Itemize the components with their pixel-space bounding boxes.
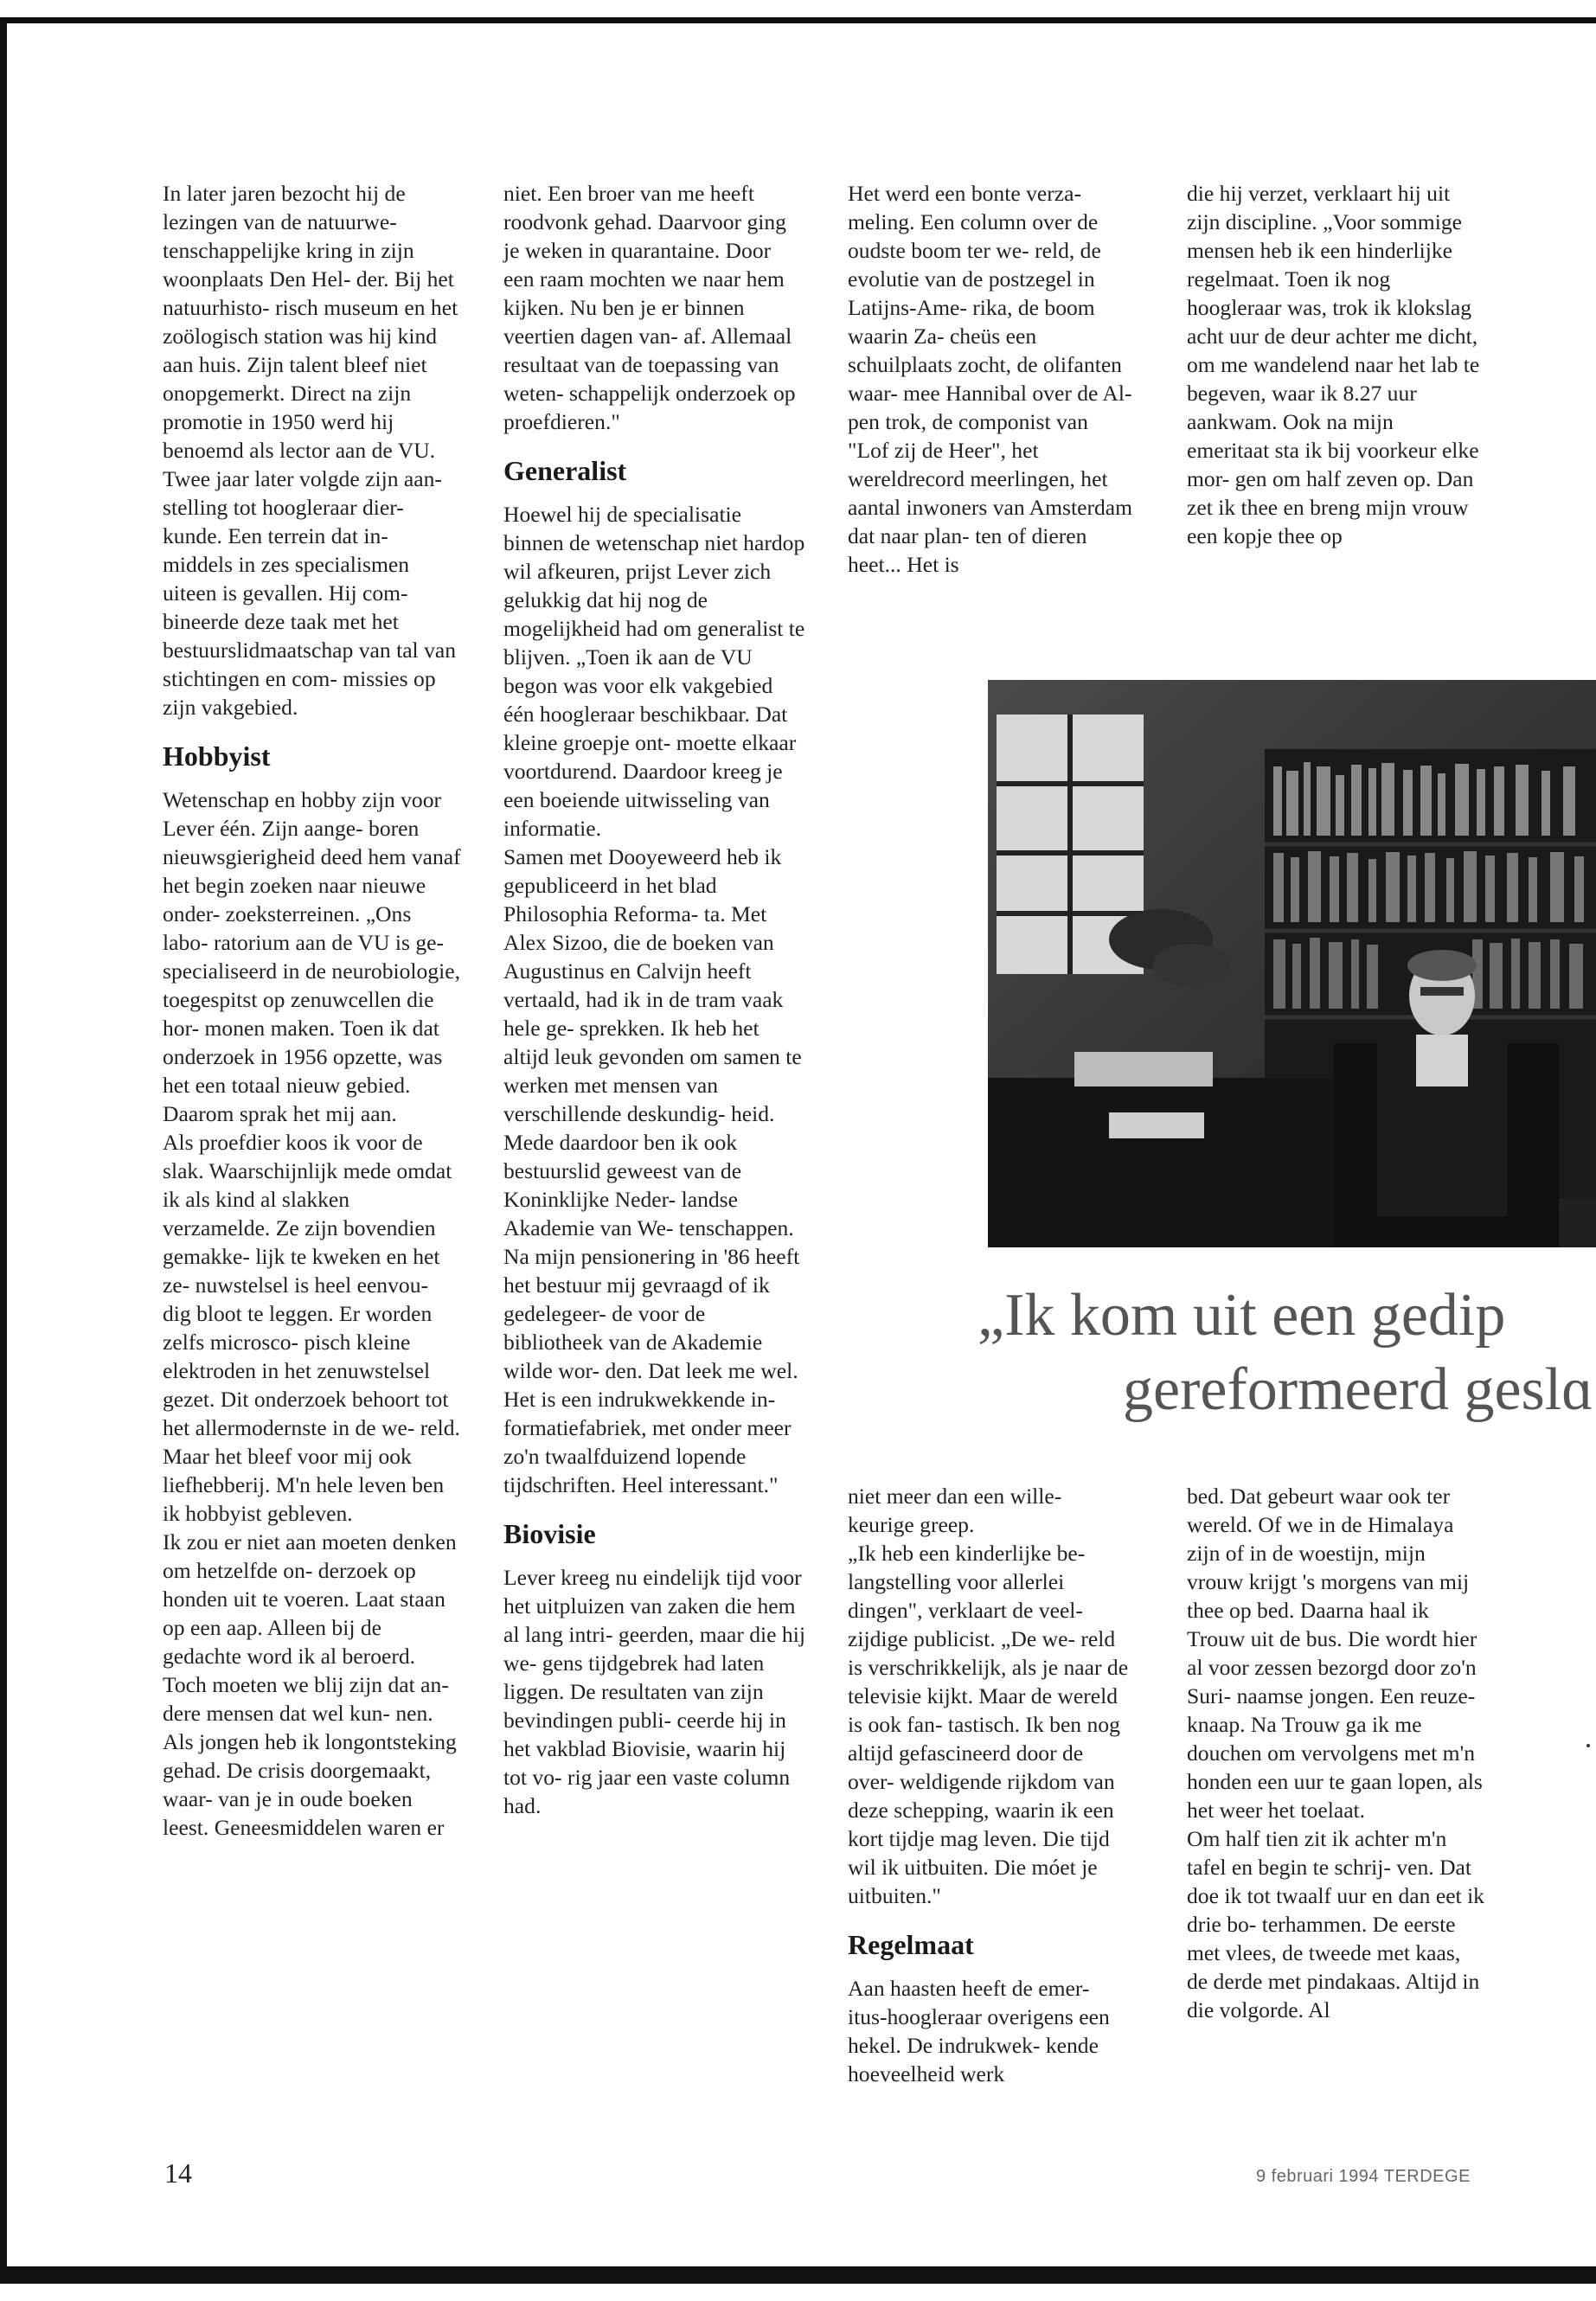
column-1-paragraph-1: In later jaren bezocht hij de lezingen van de natuurwe- tenschappelijke kring in zijn woonplaats Den Hel- der. Bij het natuurhisto- risch museum en het zoölogisch station was hij kind aan huis. Zijn talent bleef niet onopgemerkt. Direct na zijn promotie in 1950 werd hij benoemd als lector aan de VU. Twee jaar later volgde zijn aan- stelling tot hoogleraar dier- kunde. Een terrein dat in- middels in zes specialismen uiteen is gevallen. Hij com- bineerde deze taak met het bestuurslidmaatschap van tal van stichtingen en com- missies op zijn vakgebied. — [163, 181, 458, 720]
column-1-paragraph-3: Als proefdier koos ik voor de slak. Waarschijnlijk mede omdat ik als kind al slakken verzamelde. Ze zijn bovendien gemakke- lijk te kweken en het ze- nuwstelsel is heel eenvou- dig bloot te leggen. Er worden zelfs microsco- pisch kleine elektroden in het zenuwstelsel gezet. Dit onderzoek behoort tot het allermodernste in de we- reld. Maar het bleef voor mij ook liefhebberij. M'n hele leven ben ik hobbyist gebleven. — [163, 1130, 460, 1526]
column-4-top-paragraph: die hij verzet, verklaart hij uit zijn discipline. „Voor sommige mensen heb ik een hinderlijke regelmaat. Toen ik nog hoogleraar was, trok ik klokslag acht uur de deur achter me dicht, om me wandelend naar het lab te begeven, waar ik 8.27 uur aankwam. Ook na mijn emeritaat sta ik bij voorkeur elke mor- gen om half zeven op. Dan zet ik thee en breng mijn vrouw een kopje thee op — [1187, 181, 1480, 548]
column-4-top — [1187, 179, 1481, 550]
column-2 — [503, 179, 806, 1820]
column-4-bottom — [1187, 1482, 1485, 2024]
column-3-top-paragraph: Het werd een bonte verza- meling. Een column over de oudste boom ter we- reld, de evolutie van de postzegel in Latijns-Ame- rika, de boom waarin Za- cheüs een schuilplaats zocht, de olifanten waar- mee Hannibal over de Al- pen trok, de componist van "Lof zij de Heer", het wereldrecord meerlingen, het aantal inwoners van Amsterdam dat naar plan- ten of dieren heet... Het is — [848, 181, 1133, 577]
page-number: 14 — [164, 2157, 192, 2189]
pull-quote-line-1: „Ik kom uit een gedip — [977, 1282, 1506, 1349]
heading-generalist: Generalist — [503, 455, 627, 486]
scan-border-top — [0, 17, 1596, 23]
column-2-paragraph-3: Samen met Dooyeweerd heb ik gepubliceerd in het blad Philosophia Reforma- ta. Met Alex Sizoo, die de boeken van Augustinus en Calvijn heeft vertaald, had ik in de tram vaak hele ge- sprekken. Ik heb het altijd leuk gevonden om samen te werken met mensen van verschillende deskundig- heid. Mede daardoor ben ik ook bestuurslid geweest van de Koninklijke Neder- landse Akademie van We- tenschappen. — [503, 844, 802, 1240]
column-2-paragraph-4: Na mijn pensionering in '86 heeft het bestuur mij gevraagd of ik gedelegeer- de voor de bibliotheek van de Akademie wilde wor- den. Dat leek me wel. Het is een indrukwekkende in- formatiefabriek, met onder meer zo'n twaalfduizend lopende tijdschriften. Heel interessant." — [503, 1244, 800, 1497]
scan-border-bottom — [0, 2266, 1596, 2284]
pull-quote — [977, 1279, 1596, 1427]
column-3-bottom — [848, 1482, 1133, 2088]
column-2-paragraph-2: Hoewel hij de specialisatie binnen de wetenschap niet hardop wil afkeuren, prijst Lever zich gelukkig dat hij nog de mogelijkheid had om generalist te blijven. „Toen ik aan de VU begon was voor elk vakgebied één hoogleraar beschikbaar. Dat kleine groepje ont- moette elkaar voortdurend. Daardoor kreeg je een boeiende uitwisseling van informatie. — [503, 502, 805, 841]
column-1-paragraph-4: Ik zou er niet aan moeten denken om hetzelfde on- derzoek op honden uit te voeren. Laat staan op een aap. Alleen bij de gedachte word ik al beroerd. Toch moeten we blij zijn dat an- dere mensen dat wel kun- nen. Als jongen heb ik longontsteking gehad. De crisis doorgemaakt, waar- van je in oude boeken leest. Geneesmiddelen waren er — [163, 1529, 457, 1840]
study-room-image — [988, 680, 1596, 1247]
column-3-bottom-paragraph-2: „Ik heb een kinderlijke be- langstelling voor allerlei dingen", verklaart de veel- zijdige publicist. „De we- reld is verschrikkelijk, als je naar de televisie kijkt. Maar de wereld is ook fan- tastisch. Ik ben nog altijd gefascineerd door de over- weldigende rijkdom van deze schepping, waarin ik een kort tijdje mag leven. Die tijd wil ik uitbuiten. Die móet je uitbuiten." — [848, 1541, 1129, 1908]
heading-regelmaat: Regelmaat — [848, 1929, 974, 1960]
pull-quote-line-2: gereformeerd geslɑ — [1123, 1356, 1593, 1423]
column-2-paragraph-1: niet. Een broer van me heeft roodvonk gehad. Daarvoor ging je weken in quarantaine. Door een raam mochten we naar hem kijken. Nu ben je er binnen veertien dagen van- af. Allemaal resultaat van de toepassing van weten- schappelijk onderzoek op proefdieren." — [503, 181, 796, 434]
portrait-photo — [988, 680, 1596, 1247]
column-3-bottom-paragraph-3: Aan haasten heeft de emer- itus-hoogleraar overigens een hekel. De indrukwek- kende hoeveelheid werk — [848, 1976, 1110, 2086]
footer-issue-date: 9 februari 1994 TERDEGE — [1256, 2167, 1471, 2186]
scan-speck — [1586, 1744, 1590, 1747]
column-2-paragraph-5: Lever kreeg nu eindelijk tijd voor het uitpluizen van zaken die hem al lang intri- geerden, maar die hij we- gens tijdgebrek had laten liggen. De resultaten van zijn bevindingen publi- ceerde hij in het vakblad Biovisie, waarin hij tot vo- rig jaar een vaste column had. — [503, 1565, 805, 1818]
column-4-bottom-paragraph-1: bed. Dat gebeurt waar ook ter wereld. Of we in de Himalaya zijn of in de woestijn, mijn vrouw krijgt 's morgens van mij thee op bed. Daarna haal ik Trouw uit de bus. Die wordt hier al voor zessen bezorgd door zo'n Suri- naamse jongen. Een reuze- knaap. Na Trouw ga ik me douchen om vervolgens met m'n honden een uur te gaan lopen, als het weer het toelaat. — [1187, 1484, 1483, 1823]
column-3-bottom-paragraph-1: niet meer dan een wille- keurige greep. — [848, 1484, 1062, 1537]
column-3-top — [848, 179, 1133, 579]
scan-border-left — [0, 17, 7, 2284]
column-1 — [163, 179, 461, 1842]
heading-biovisie: Biovisie — [503, 1518, 596, 1549]
column-1-paragraph-2: Wetenschap en hobby zijn voor Lever één. Zijn aange- boren nieuwsgierigheid deed hem vanaf het begin zoeken naar nieuwe onder- zoeksterreinen. „Ons labo- ratorium aan de VU is ge- specialiseerd in de neurobiologie, toegespitst op zenuwcellen die hor- monen maken. Toen ik dat onderzoek in 1956 opzette, was het een totaal nieuw gebied. Daarom sprak het mij aan. — [163, 787, 461, 1126]
column-4-bottom-paragraph-2: Om half tien zit ik achter m'n tafel en begin te schrij- ven. Dat doe ik tot twaalf uur en dan eet ik drie bo- terhammen. De eerste met vlees, de tweede met kaas, de derde met pindakaas. Altijd in die volgorde. Al — [1187, 1826, 1484, 2022]
heading-hobbyist: Hobbyist — [163, 740, 271, 772]
